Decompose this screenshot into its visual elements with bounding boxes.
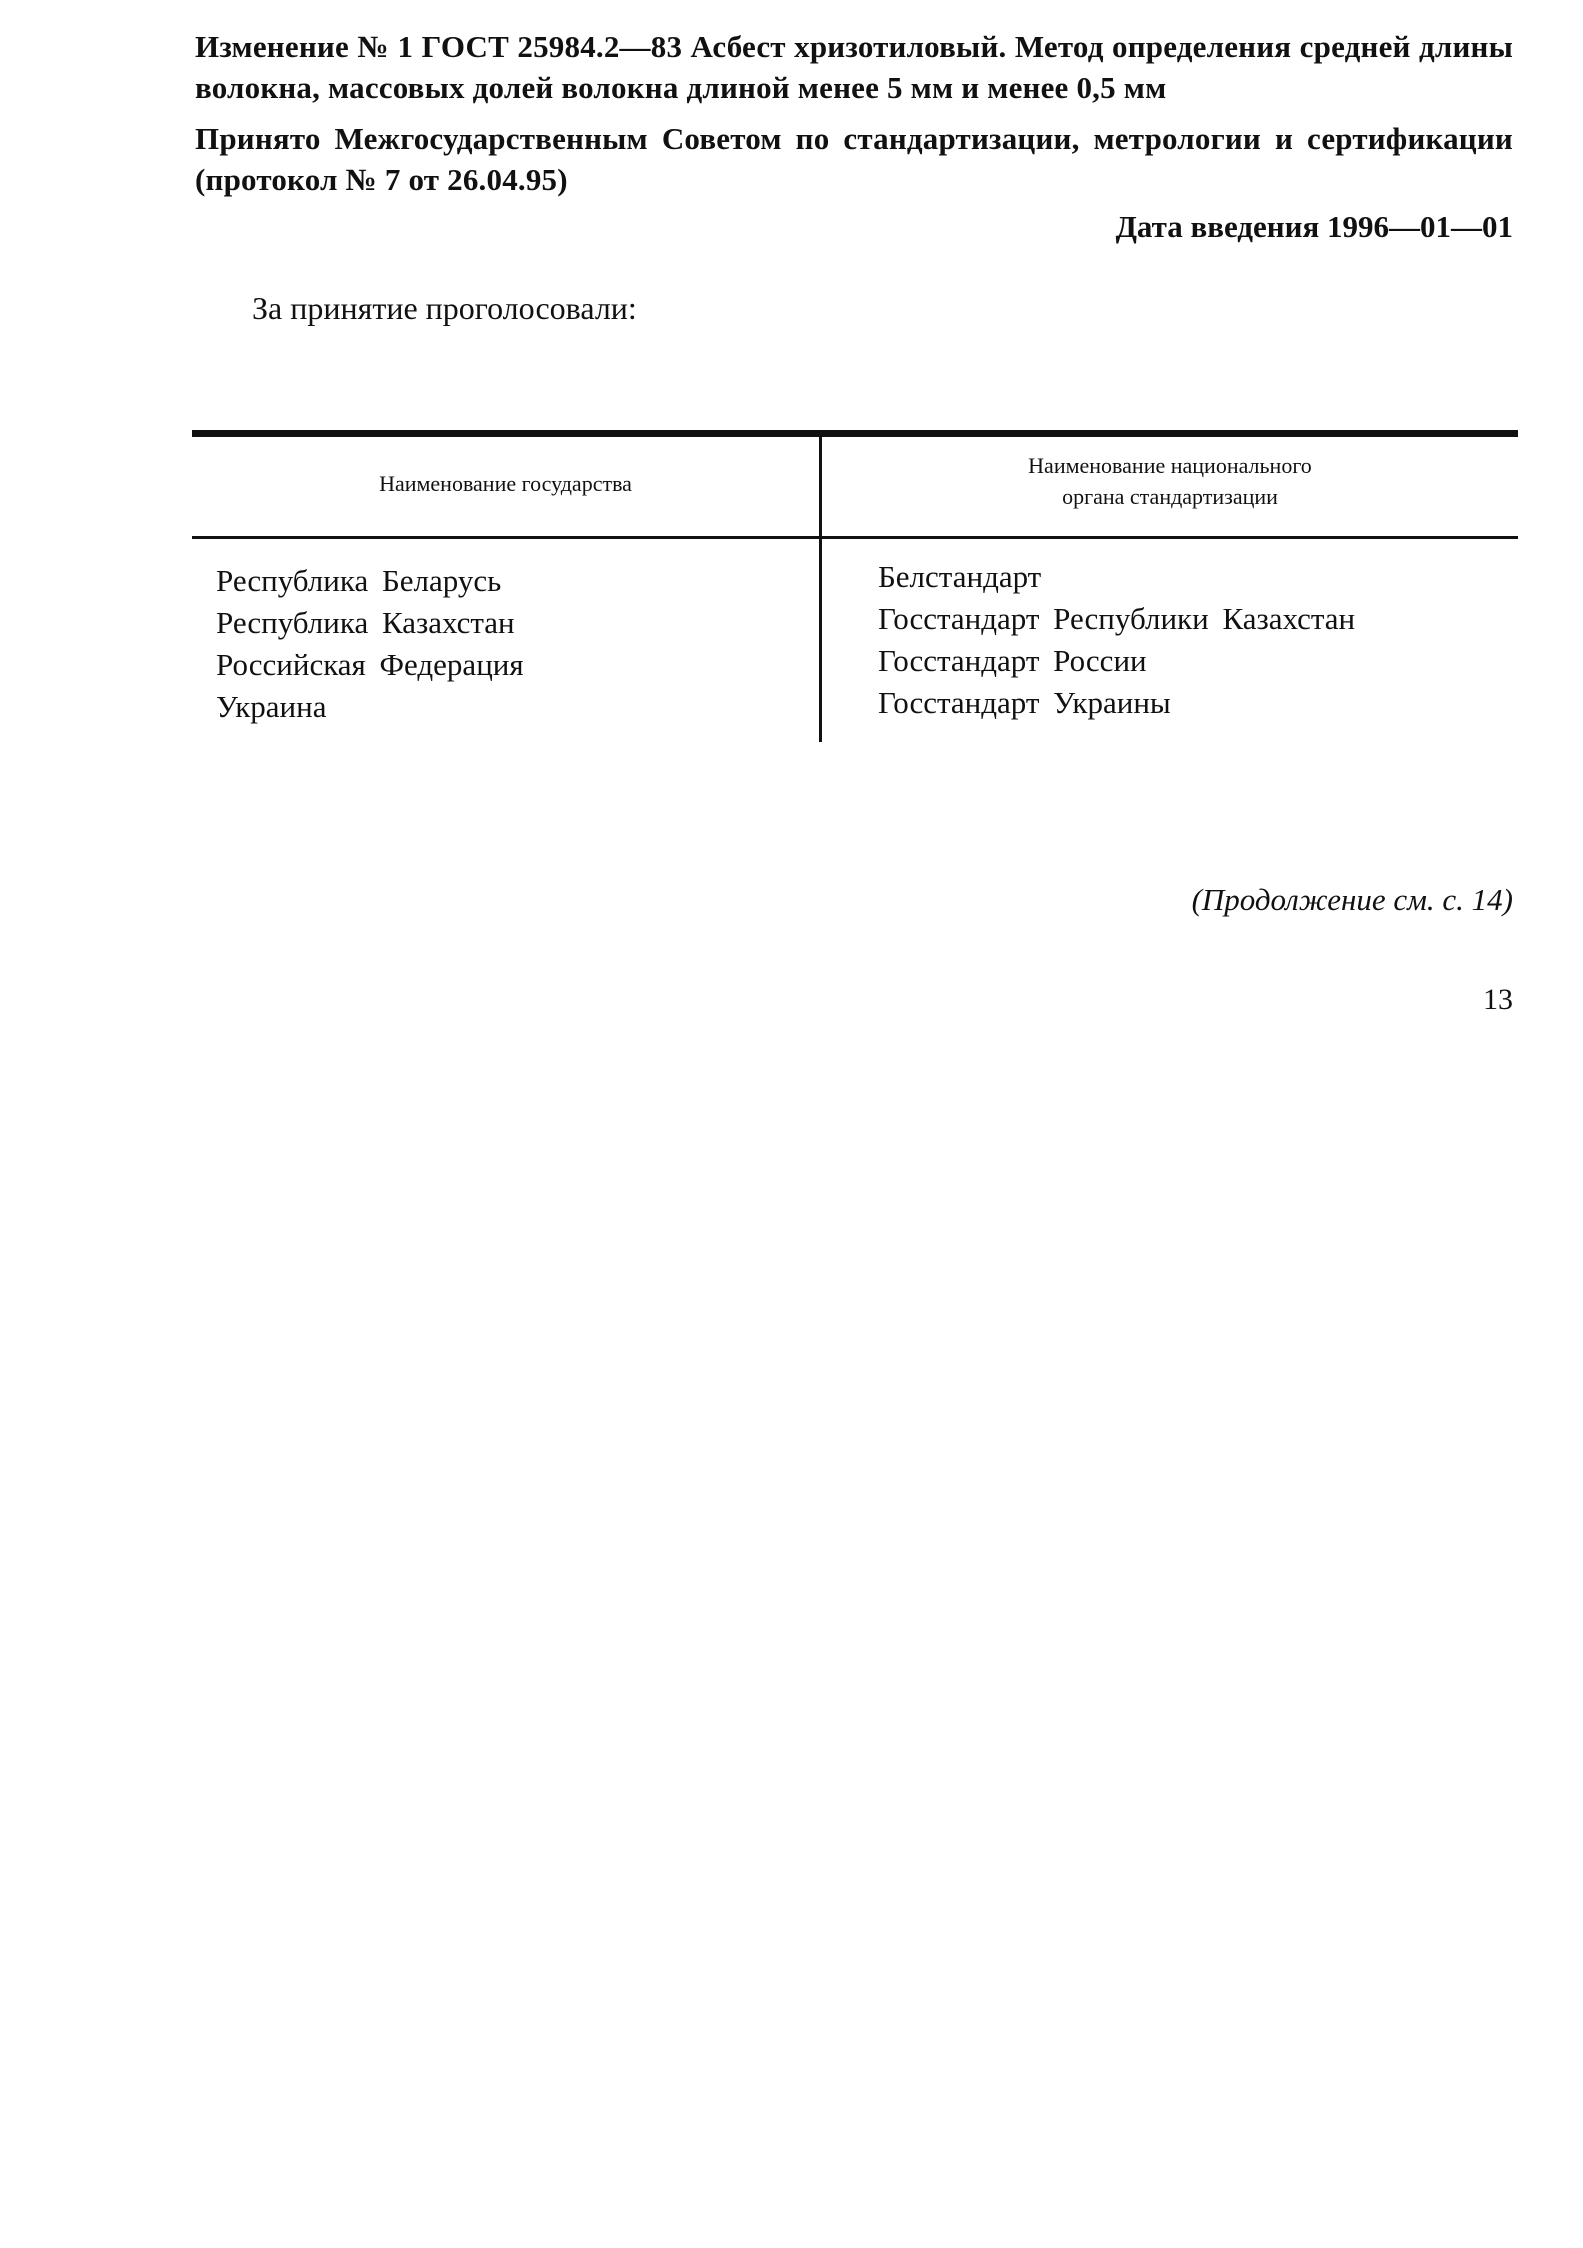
header-state: Наименование государства	[379, 471, 632, 496]
organs-column	[878, 556, 1355, 724]
table-top-rule	[192, 430, 1518, 437]
voting-table	[192, 430, 1518, 742]
state-cell: Российская Федерация	[216, 647, 524, 682]
header-organ-line1: Наименование национального	[1028, 453, 1312, 478]
effective-date: Дата введения 1996—01—01	[1115, 209, 1513, 244]
state-cell: Украина	[216, 689, 327, 724]
states-column	[216, 560, 524, 728]
organ-cell: Госстандарт Республики Казахстан	[878, 601, 1356, 636]
continuation-note: (Продолжение см. с. 14)	[1191, 882, 1513, 917]
page-number: 13	[1483, 983, 1513, 1016]
header-organ	[822, 450, 1518, 512]
organ-cell: Госстандарт России	[878, 643, 1147, 678]
voted-intro: За принятие проголосовали:	[252, 290, 637, 326]
document-title: Изменение № 1 ГОСТ 25984.2—83 Асбест хризотиловый. Метод определения средней длины волокна, массовых долей волокна длиной менее 5 мм и менее 0,5 мм	[195, 29, 1513, 105]
adoption-statement: Принято Межгосударственным Советом по стандартизации, метрологии и сертификации (протокол № 7 от 26.04.95)	[195, 121, 1513, 197]
state-cell: Республика Беларусь	[216, 563, 502, 598]
state-cell: Республика Казахстан	[216, 605, 515, 640]
header-organ-line2: органа стандартизации	[1062, 484, 1278, 509]
organ-cell: Белстандарт	[878, 559, 1042, 594]
table-header-rule	[192, 536, 1518, 539]
organ-cell: Госстандарт Украины	[878, 685, 1171, 720]
